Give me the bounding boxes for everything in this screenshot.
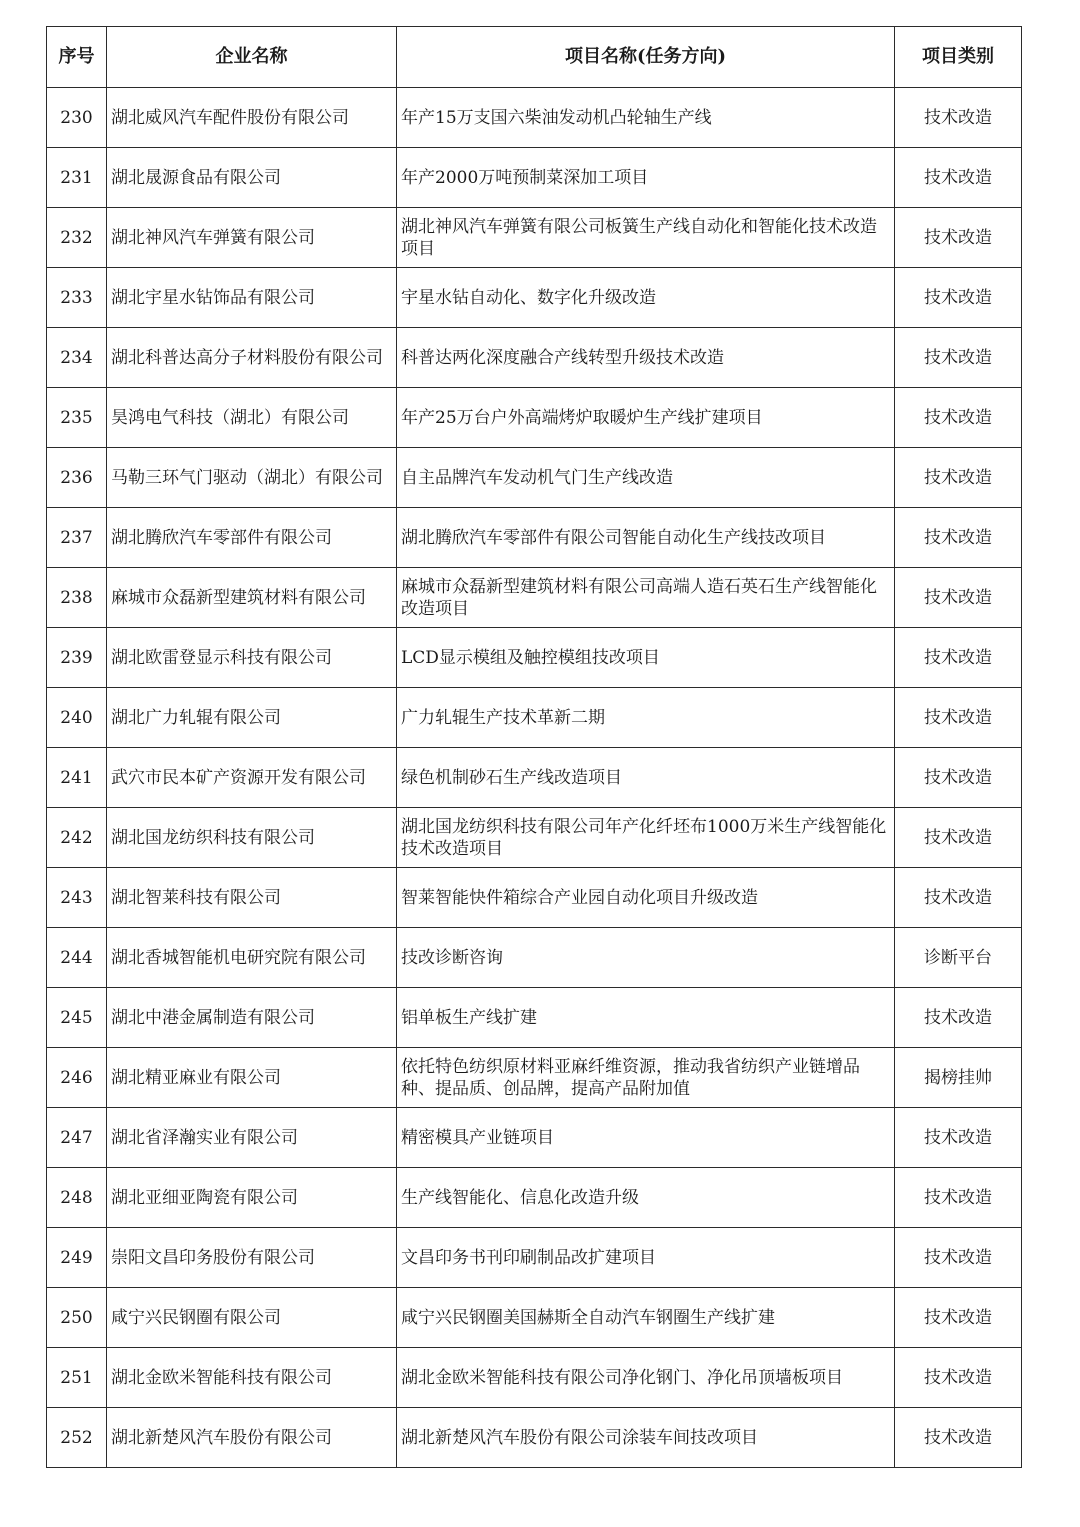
serial-number-cell: 244	[47, 928, 107, 988]
project-category-cell: 技术改造	[895, 508, 1022, 568]
header-serial-number: 序号	[47, 27, 107, 88]
project-name-cell: 技改诊断咨询	[397, 928, 895, 988]
project-category-cell: 技术改造	[895, 568, 1022, 628]
project-category-cell: 技术改造	[895, 388, 1022, 448]
serial-number-cell: 249	[47, 1228, 107, 1288]
table-row	[47, 988, 1022, 1048]
project-category-cell: 技术改造	[895, 688, 1022, 748]
serial-number-cell: 238	[47, 568, 107, 628]
serial-number-cell: 247	[47, 1108, 107, 1168]
project-category-cell: 揭榜挂帅	[895, 1048, 1022, 1108]
serial-number-cell: 243	[47, 868, 107, 928]
company-name-cell: 湖北国龙纺织科技有限公司	[107, 808, 397, 868]
company-name-cell: 湖北金欧米智能科技有限公司	[107, 1348, 397, 1408]
company-name-cell: 湖北香城智能机电研究院有限公司	[107, 928, 397, 988]
project-name-cell: 广力轧辊生产技术革新二期	[397, 688, 895, 748]
table-row	[47, 628, 1022, 688]
table-row	[47, 928, 1022, 988]
table-row	[47, 748, 1022, 808]
project-list-table	[46, 26, 1022, 1468]
table-row	[47, 1228, 1022, 1288]
serial-number-cell: 234	[47, 328, 107, 388]
table-row	[47, 268, 1022, 328]
company-name-cell: 马勒三环气门驱动（湖北）有限公司	[107, 448, 397, 508]
project-name-cell: LCD显示模组及触控模组技改项目	[397, 628, 895, 688]
project-name-cell: 湖北腾欣汽车零部件有限公司智能自动化生产线技改项目	[397, 508, 895, 568]
serial-number-cell: 252	[47, 1408, 107, 1468]
table-row	[47, 1348, 1022, 1408]
project-category-cell: 技术改造	[895, 808, 1022, 868]
table-header	[47, 27, 1022, 88]
project-category-cell: 技术改造	[895, 748, 1022, 808]
company-name-cell: 武穴市民本矿产资源开发有限公司	[107, 748, 397, 808]
table-row	[47, 208, 1022, 268]
project-category-cell: 技术改造	[895, 1228, 1022, 1288]
serial-number-cell: 240	[47, 688, 107, 748]
table-row	[47, 568, 1022, 628]
project-category-cell: 技术改造	[895, 1288, 1022, 1348]
serial-number-cell: 236	[47, 448, 107, 508]
project-category-cell: 技术改造	[895, 1168, 1022, 1228]
company-name-cell: 湖北晟源食品有限公司	[107, 148, 397, 208]
company-name-cell: 昊鸿电气科技（湖北）有限公司	[107, 388, 397, 448]
header-project-category: 项目类别	[895, 27, 1022, 88]
project-category-cell: 技术改造	[895, 88, 1022, 148]
project-name-cell: 湖北神风汽车弹簧有限公司板簧生产线自动化和智能化技术改造项目	[397, 208, 895, 268]
table-row	[47, 1408, 1022, 1468]
company-name-cell: 咸宁兴民钢圈有限公司	[107, 1288, 397, 1348]
serial-number-cell: 245	[47, 988, 107, 1048]
table-body	[47, 88, 1022, 1468]
company-name-cell: 湖北广力轧辊有限公司	[107, 688, 397, 748]
project-category-cell: 技术改造	[895, 1108, 1022, 1168]
company-name-cell: 湖北智莱科技有限公司	[107, 868, 397, 928]
project-name-cell: 咸宁兴民钢圈美国赫斯全自动汽车钢圈生产线扩建	[397, 1288, 895, 1348]
company-name-cell: 湖北亚细亚陶瓷有限公司	[107, 1168, 397, 1228]
project-category-cell: 技术改造	[895, 868, 1022, 928]
table-row	[47, 448, 1022, 508]
project-name-cell: 湖北国龙纺织科技有限公司年产化纤坯布1000万米生产线智能化技术改造项目	[397, 808, 895, 868]
serial-number-cell: 239	[47, 628, 107, 688]
company-name-cell: 湖北欧雷登显示科技有限公司	[107, 628, 397, 688]
serial-number-cell: 250	[47, 1288, 107, 1348]
project-name-cell: 自主品牌汽车发动机气门生产线改造	[397, 448, 895, 508]
company-name-cell: 湖北科普达高分子材料股份有限公司	[107, 328, 397, 388]
serial-number-cell: 231	[47, 148, 107, 208]
company-name-cell: 湖北神风汽车弹簧有限公司	[107, 208, 397, 268]
table-row	[47, 148, 1022, 208]
serial-number-cell: 237	[47, 508, 107, 568]
header-company-name: 企业名称	[107, 27, 397, 88]
project-name-cell: 年产25万台户外高端烤炉取暖炉生产线扩建项目	[397, 388, 895, 448]
serial-number-cell: 241	[47, 748, 107, 808]
company-name-cell: 湖北省泽瀚实业有限公司	[107, 1108, 397, 1168]
table-row	[47, 508, 1022, 568]
project-name-cell: 科普达两化深度融合产线转型升级技术改造	[397, 328, 895, 388]
table-row	[47, 868, 1022, 928]
project-category-cell: 技术改造	[895, 208, 1022, 268]
project-name-cell: 绿色机制砂石生产线改造项目	[397, 748, 895, 808]
project-name-cell: 生产线智能化、信息化改造升级	[397, 1168, 895, 1228]
company-name-cell: 湖北宇星水钻饰品有限公司	[107, 268, 397, 328]
project-category-cell: 技术改造	[895, 1408, 1022, 1468]
table-row	[47, 1048, 1022, 1108]
company-name-cell: 崇阳文昌印务股份有限公司	[107, 1228, 397, 1288]
table-row	[47, 688, 1022, 748]
serial-number-cell: 251	[47, 1348, 107, 1408]
project-name-cell: 年产2000万吨预制菜深加工项目	[397, 148, 895, 208]
serial-number-cell: 235	[47, 388, 107, 448]
header-row	[47, 27, 1022, 88]
project-name-cell: 宇星水钻自动化、数字化升级改造	[397, 268, 895, 328]
table-row	[47, 1168, 1022, 1228]
project-name-cell: 湖北金欧米智能科技有限公司净化钢门、净化吊顶墙板项目	[397, 1348, 895, 1408]
project-category-cell: 技术改造	[895, 1348, 1022, 1408]
project-name-cell: 麻城市众磊新型建筑材料有限公司高端人造石英石生产线智能化改造项目	[397, 568, 895, 628]
company-name-cell: 麻城市众磊新型建筑材料有限公司	[107, 568, 397, 628]
project-name-cell: 精密模具产业链项目	[397, 1108, 895, 1168]
project-name-cell: 湖北新楚风汽车股份有限公司涂装车间技改项目	[397, 1408, 895, 1468]
project-category-cell: 技术改造	[895, 268, 1022, 328]
company-name-cell: 湖北中港金属制造有限公司	[107, 988, 397, 1048]
project-name-cell: 铝单板生产线扩建	[397, 988, 895, 1048]
project-name-cell: 智莱智能快件箱综合产业园自动化项目升级改造	[397, 868, 895, 928]
table-row	[47, 328, 1022, 388]
company-name-cell: 湖北新楚风汽车股份有限公司	[107, 1408, 397, 1468]
serial-number-cell: 230	[47, 88, 107, 148]
table-row	[47, 1108, 1022, 1168]
serial-number-cell: 232	[47, 208, 107, 268]
company-name-cell: 湖北腾欣汽车零部件有限公司	[107, 508, 397, 568]
table-row	[47, 808, 1022, 868]
project-name-cell: 文昌印务书刊印刷制品改扩建项目	[397, 1228, 895, 1288]
company-name-cell: 湖北精亚麻业有限公司	[107, 1048, 397, 1108]
project-category-cell: 技术改造	[895, 628, 1022, 688]
table-row	[47, 88, 1022, 148]
project-category-cell: 技术改造	[895, 988, 1022, 1048]
header-project-name: 项目名称(任务方向)	[397, 27, 895, 88]
company-name-cell: 湖北威风汽车配件股份有限公司	[107, 88, 397, 148]
project-category-cell: 诊断平台	[895, 928, 1022, 988]
table-row	[47, 388, 1022, 448]
serial-number-cell: 242	[47, 808, 107, 868]
project-category-cell: 技术改造	[895, 328, 1022, 388]
serial-number-cell: 233	[47, 268, 107, 328]
project-category-cell: 技术改造	[895, 148, 1022, 208]
serial-number-cell: 248	[47, 1168, 107, 1228]
serial-number-cell: 246	[47, 1048, 107, 1108]
table-row	[47, 1288, 1022, 1348]
project-name-cell: 依托特色纺织原材料亚麻纤维资源，推动我省纺织产业链增品种、提品质、创品牌，提高产品附加值	[397, 1048, 895, 1108]
project-category-cell: 技术改造	[895, 448, 1022, 508]
project-name-cell: 年产15万支国六柴油发动机凸轮轴生产线	[397, 88, 895, 148]
